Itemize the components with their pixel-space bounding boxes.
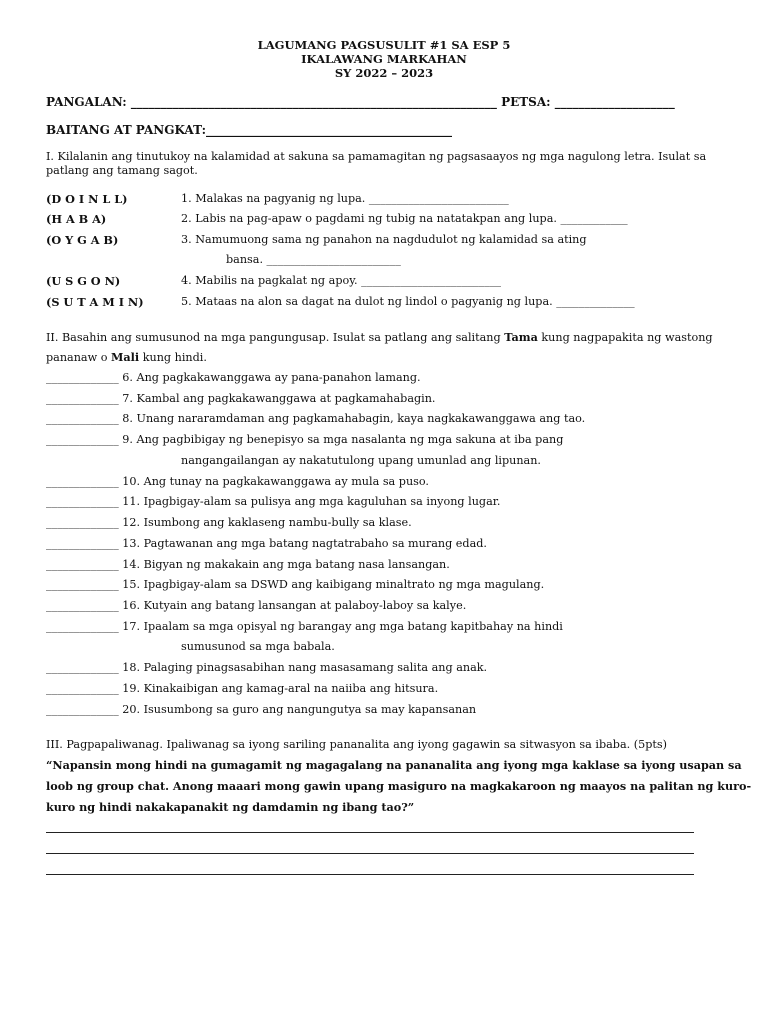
quarter-label: IKALAWANG MARKAHAN — [301, 52, 467, 66]
item-continuation: nangangailangan ay nakatutulong upang umunlad ang lipunan. — [181, 454, 541, 467]
part1-question: 5. Mataas na alon sa dagat na dulot ng lindol o pagyanig ng lupa. ______________ — [181, 295, 635, 308]
answer-blank[interactable]: _____________ — [46, 475, 119, 488]
true-false-item: _____________ 16. Kutyain ang batang lansangan at palaboy-laboy sa kalye. — [46, 599, 467, 612]
situation-text-line1: “Napansin mong hindi na gumagamit ng magagalang na pananalita ang iyong mga kaklase sa iyong usapan sa — [46, 758, 742, 772]
answer-blank[interactable]: _____________ — [46, 703, 119, 716]
answer-blank[interactable]: _____________ — [46, 537, 119, 550]
answer-blank[interactable]: _____________ — [46, 495, 119, 508]
true-false-item: _____________ 18. Palaging pinagsasabihan nang masasamang salita ang anak. — [46, 661, 488, 674]
answer-blank[interactable]: _____________ — [46, 558, 119, 571]
answer-line[interactable] — [46, 874, 694, 875]
part1-question: 3. Namumuong sama ng panahon na nagdudulot ng kalamidad sa ating — [181, 233, 587, 246]
part1-question: 4. Mabilis na pagkalat ng apoy. _________________________ — [181, 274, 502, 287]
situation-text-line2: loob ng group chat. Anong maaari mong gawin upang masiguro na magkakaroon ng maayos na palitan ng kuro- — [46, 779, 752, 793]
true-false-item: _____________ 7. Kambal ang pagkakawanggawa at pagkamahabagin. — [46, 392, 436, 405]
answer-blank[interactable]: _____________ — [46, 433, 119, 446]
answer-line[interactable] — [46, 832, 694, 833]
school-year: SY 2022 – 2023 — [334, 66, 434, 80]
answer-blank[interactable]: _____________ — [46, 599, 119, 612]
true-false-item: _____________ 14. Bigyan ng makakain ang mga batang nasa lansangan. — [46, 558, 450, 571]
answer-blank[interactable]: _____________ — [46, 682, 119, 695]
part2-instructions-line1: II. Basahin ang sumusunod na mga pangungusap. Isulat sa patlang ang salitang Tama kung nagpapakita ng wastong — [46, 330, 713, 344]
scrambled-word: (D O I N L L) — [46, 192, 128, 206]
true-false-item: _____________ 9. Ang pagbibigay ng benepisyo sa mga nasalanta ng mga sakuna at iba pang — [46, 433, 564, 446]
part1-question: 2. Labis na pag-apaw o pagdami ng tubig na natatakpan ang lupa. ____________ — [181, 212, 628, 225]
test-title: LAGUMANG PAGSUSULIT #1 SA ESP 5 — [257, 38, 511, 52]
answer-blank[interactable]: _____________ — [46, 516, 119, 529]
scrambled-word: (S U T A M I N) — [46, 295, 144, 309]
scrambled-word: (O Y G A B) — [46, 233, 119, 247]
true-false-item: _____________ 11. Ipagbigay-alam sa pulisya ang mga kaguluhan sa inyong lugar. — [46, 495, 501, 508]
part1-question: 1. Malakas na pagyanig ng lupa. _________________________ — [181, 192, 509, 205]
answer-blank[interactable]: _____________ — [46, 371, 119, 384]
answer-line[interactable] — [46, 853, 694, 854]
true-false-item: _____________ 13. Pagtawanan ang mga batang nagtatrabaho sa murang edad. — [46, 537, 487, 550]
scrambled-word: (H A B A) — [46, 212, 107, 226]
answer-blank[interactable]: _____________ — [46, 578, 119, 591]
answer-blank[interactable]: _____________ — [46, 661, 119, 674]
true-false-item: _____________ 15. Ipagbigay-alam sa DSWD ang kaibigang minaltrato ng mga magulang. — [46, 578, 545, 591]
name-date-field[interactable]: PANGALAN: _____________________________________________________________ PETSA: ____________________ — [46, 95, 675, 109]
true-false-item: _____________ 20. Isusumbong sa guro ang nangungutya sa may kapansanan — [46, 703, 477, 716]
item-continuation: sumusunod sa mga babala. — [181, 640, 335, 653]
true-false-item: _____________ 19. Kinakaibigan ang kamag-aral na naiiba ang hitsura. — [46, 682, 439, 695]
answer-blank[interactable]: _____________ — [46, 392, 119, 405]
grade-section-field[interactable]: BAITANG AT PANGKAT:_________________________________________ — [46, 123, 453, 137]
answer-blank[interactable]: _____________ — [46, 412, 119, 425]
part1-instructions-line1: I. Kilalanin ang tinutukoy na kalamidad at sakuna sa pamamagitan ng pagsasaayos ng mga nagulong letra. Isulat sa — [46, 150, 707, 163]
part3-instructions: III. Pagpapaliwanag. Ipaliwanag sa iyong sariling pananalita ang iyong gagawin sa sitwasyon sa ibaba. (5pts) — [46, 738, 667, 751]
true-false-item: _____________ 10. Ang tunay na pagkakawanggawa ay mula sa puso. — [46, 475, 429, 488]
true-false-item: _____________ 17. Ipaalam sa mga opisyal ng barangay ang mga batang kapitbahay na hindi — [46, 620, 563, 633]
true-false-item: _____________ 8. Unang nararamdaman ang pagkamahabagin, kaya nagkakawanggawa ang tao. — [46, 412, 586, 425]
scrambled-word: (U S G O N) — [46, 274, 121, 288]
true-false-item: _____________ 12. Isumbong ang kaklaseng nambu-bully sa klase. — [46, 516, 412, 529]
situation-text-line3: kuro ng hindi nakakapanakit ng damdamin ng ibang tao?” — [46, 800, 415, 814]
part1-instructions-line2: patlang ang tamang sagot. — [46, 164, 198, 177]
part1-question-continuation: bansa. ________________________ — [226, 253, 401, 266]
answer-blank[interactable]: _____________ — [46, 620, 119, 633]
part2-instructions-line2: pananaw o Mali kung hindi. — [46, 350, 207, 364]
true-false-item: _____________ 6. Ang pagkakawanggawa ay pana-panahon lamang. — [46, 371, 421, 384]
